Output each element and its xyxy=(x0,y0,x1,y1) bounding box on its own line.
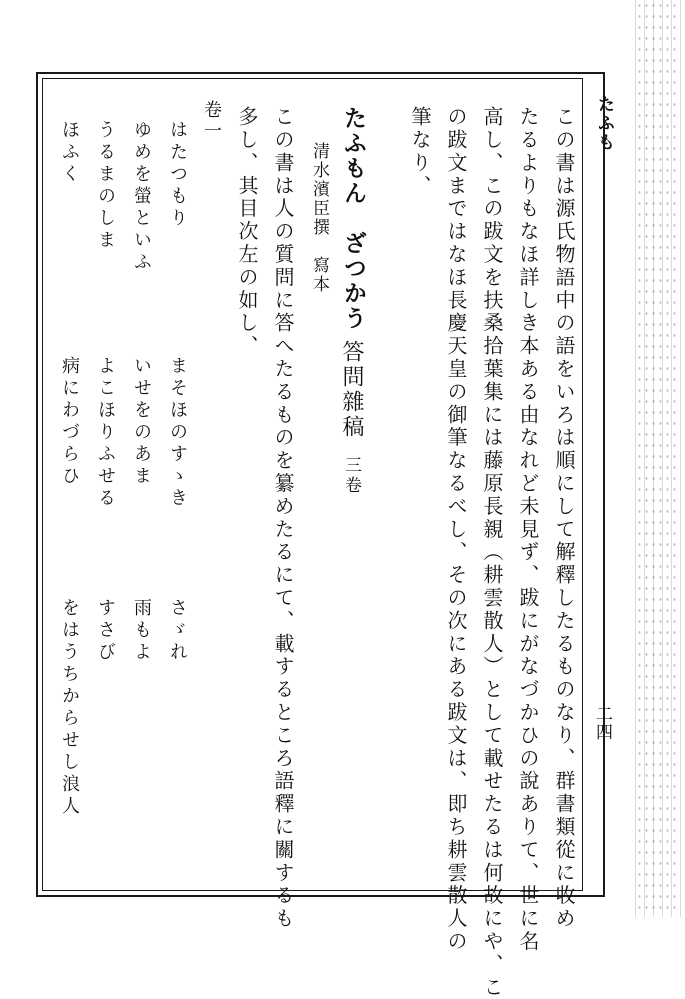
vocab-item: まそほのすゝき xyxy=(167,356,188,510)
vocab-item: いせをのあま xyxy=(131,356,152,488)
entry-title: たふもん ざつかう xyxy=(340,106,367,331)
paragraph-1-line-1: この書は源氏物語中の語をいろは順にして解釋したるものなり、群書類從に收め xyxy=(552,106,576,931)
vocab-item: はたつもり xyxy=(167,120,188,230)
running-head: たふも xyxy=(594,95,614,152)
vocab-item: 病にわづらひ xyxy=(59,356,80,488)
vocab-item: すさび xyxy=(95,598,116,664)
paragraph-1-line-2: たるよりもなほ詳しき本ある由なれど未見ず、跋にがなづかひの說ありて、世に名 xyxy=(516,106,540,954)
entry-kanji-title xyxy=(338,340,364,496)
vocab-item: さゞれ xyxy=(167,598,188,664)
page-edge-speckle xyxy=(636,0,676,917)
vocab-item: ほふく xyxy=(59,120,80,186)
paragraph-1-line-3: 高し、この跋文を扶桑拾葉集には藤原長親（耕雲散人）として載せたるは何故にや、こ xyxy=(480,106,504,999)
paragraph-2-line-1: この書は人の質問に答へたるものを纂めたるにて、載するところ語釋に關するも xyxy=(271,106,295,931)
paragraph-1-line-4: の跋文まではなほ長慶天皇の御筆なるべし、その次にある跋文は、即ち耕雲散人の xyxy=(444,106,468,954)
vocab-item: をはうちからせし浪人 xyxy=(59,598,80,818)
volume-label: 卷一 xyxy=(201,100,222,142)
vocab-item: うるまのしま xyxy=(95,120,116,252)
paragraph-2-line-2: 多し、其目次左の如し、 xyxy=(235,106,259,358)
entry-kanji-title-text: 答問雜稿 xyxy=(339,340,364,440)
entry-author: 清水濱臣撰 寫本 xyxy=(309,142,329,294)
vocab-item: ゆめを螢といふ xyxy=(131,120,152,274)
vocab-item: 雨もよ xyxy=(131,598,152,664)
entry-volumes: 三卷 xyxy=(341,456,361,496)
vocab-item: よこほりふせる xyxy=(95,356,116,510)
paragraph-1-line-5: 筆なり、 xyxy=(408,106,432,198)
page-number: 二四 xyxy=(592,705,612,741)
